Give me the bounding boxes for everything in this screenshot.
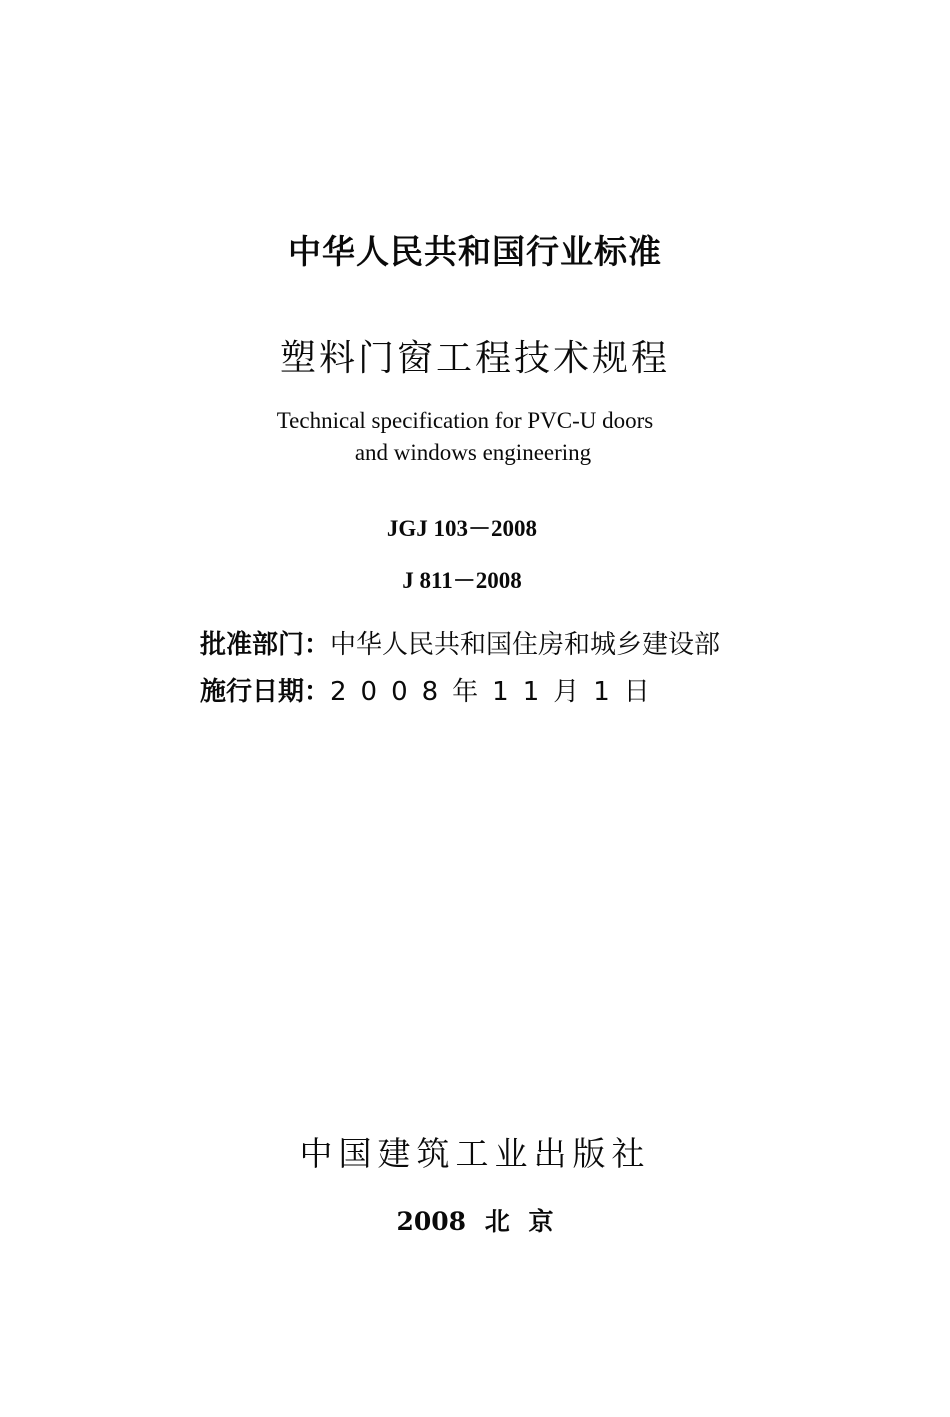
effective-date-value: 2008年11月1日 (330, 677, 664, 707)
industry-standard-heading: 中华人民共和国行业标准 (288, 232, 662, 271)
effective-date-label: 施行日期： (200, 677, 331, 707)
document-title-english-line1: Technical specification for PVC-U doors (276, 408, 654, 433)
document-title-english-line2: and windows engineering (354, 440, 592, 465)
publication-year-place: 2008 北 京 (396, 1207, 554, 1236)
document-title-chinese: 塑料门窗工程技术规程 (279, 338, 670, 379)
approval-row (200, 622, 760, 669)
effective-date-row (200, 669, 760, 716)
approval-value: 中华人民共和国住房和城乡建设部 (330, 630, 721, 660)
publisher-name: 中国建筑工业出版社 (299, 1134, 651, 1173)
approval-label: 批准部门： (200, 630, 331, 660)
record-code: J 811－2008 (402, 568, 522, 593)
standard-code: JGJ 103－2008 (386, 516, 538, 541)
metadata-block (200, 622, 760, 716)
